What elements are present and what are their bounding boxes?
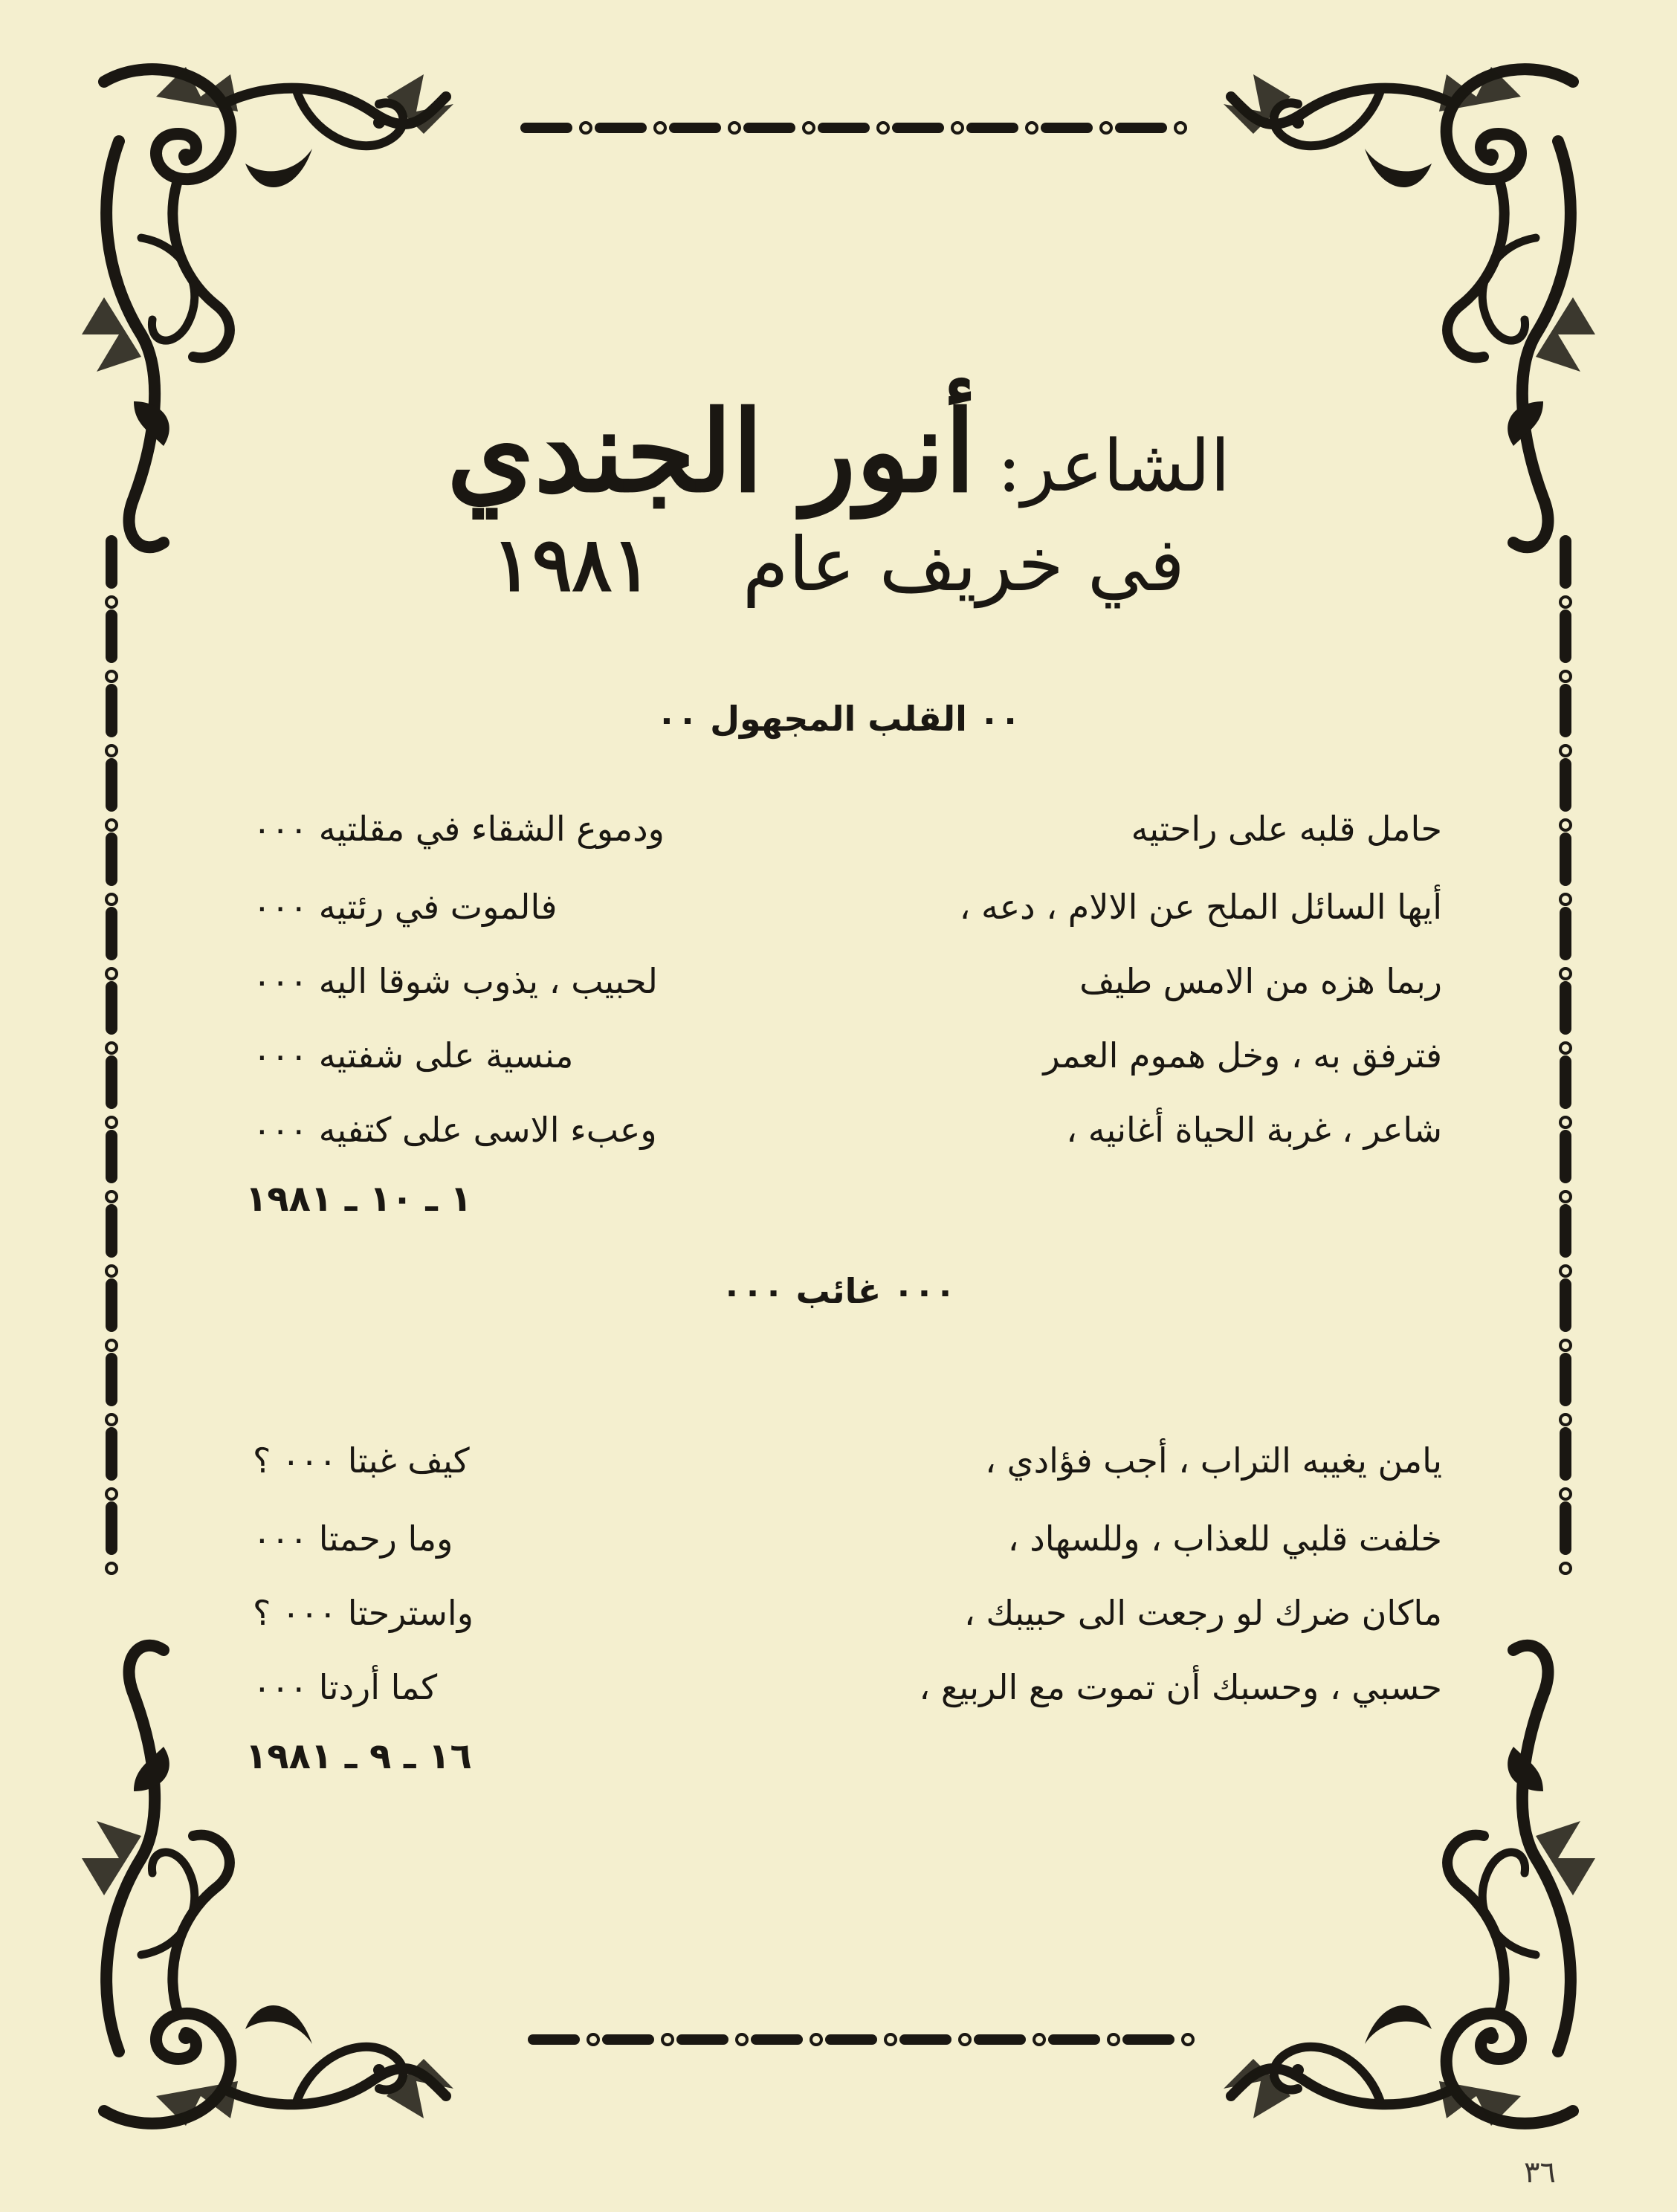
verse <box>253 959 1442 1003</box>
verse-first-hemistich: حسبي ، وحسبك أن تموت مع الربيع ، <box>919 1667 1442 1707</box>
poem-title-2: ٠٠٠ غائب ٠٠٠ <box>721 1271 956 1311</box>
verse-first-hemistich: حامل قلبه على راحتيه <box>1131 809 1442 849</box>
verse <box>253 885 1442 929</box>
poet-name: أنور الجندي <box>447 387 976 517</box>
verse-first-hemistich: خلفت قلبي للعذاب ، وللسهاد ، <box>1007 1519 1442 1559</box>
poet-label: الشاعر: <box>997 424 1230 508</box>
verse-second-hemistich: ودموع الشقاء في مقلتيه ٠٠٠ <box>253 809 665 849</box>
verse-first-hemistich: ماكان ضرك لو رجعت الى حبيبك ، <box>963 1593 1442 1633</box>
verse-second-hemistich: واسترحتا ٠٠٠ ؟ <box>253 1593 474 1633</box>
verse-second-hemistich: لحبيب ، يذوب شوقا اليه ٠٠٠ <box>253 961 658 1001</box>
verse <box>253 1591 1442 1635</box>
subtitle-year: ١٩٨١ <box>492 520 652 608</box>
verse <box>253 1665 1442 1710</box>
verse <box>253 1107 1442 1152</box>
verse <box>253 806 1442 851</box>
poet-heading <box>0 387 1677 517</box>
verse <box>253 1033 1442 1078</box>
verse-first-hemistich: أيها السائل الملح عن الالام ، دعه ، <box>959 887 1442 927</box>
subtitle-text: في خريف عام <box>742 521 1185 608</box>
poem-date-2: ١٦ ـ ٩ ـ ١٩٨١ <box>245 1736 472 1777</box>
poem-title-1: ٠٠ القلب المجهول ٠٠ <box>656 699 1021 739</box>
verse-second-hemistich: كيف غبتا ٠٠٠ ؟ <box>253 1440 470 1481</box>
verse <box>253 1516 1442 1561</box>
verse-second-hemistich: كما أردتا ٠٠٠ <box>253 1667 438 1707</box>
page-number: ٣٦ <box>1524 2156 1556 2190</box>
title-subtitle <box>0 520 1677 608</box>
verse-second-hemistich: منسية على شفتيه ٠٠٠ <box>253 1035 574 1076</box>
verse <box>253 1438 1442 1483</box>
verse-second-hemistich: فالموت في رئتيه ٠٠٠ <box>253 887 558 927</box>
verse-second-hemistich: وعبء الاسى على كتفيه ٠٠٠ <box>253 1110 657 1150</box>
verse-first-hemistich: يامن يغيبه التراب ، أجب فؤادي ، <box>985 1440 1442 1481</box>
verse-first-hemistich: ربما هزه من الامس طيف <box>1079 961 1442 1001</box>
verse-first-hemistich: شاعر ، غربة الحياة أغانيه ، <box>1066 1110 1442 1150</box>
poem-date-1: ١ ـ ١٠ ـ ١٩٨١ <box>245 1178 472 1220</box>
verse-second-hemistich: وما رحمتا ٠٠٠ <box>253 1519 453 1559</box>
verse-first-hemistich: فترفق به ، وخل هموم العمر <box>1043 1035 1442 1076</box>
